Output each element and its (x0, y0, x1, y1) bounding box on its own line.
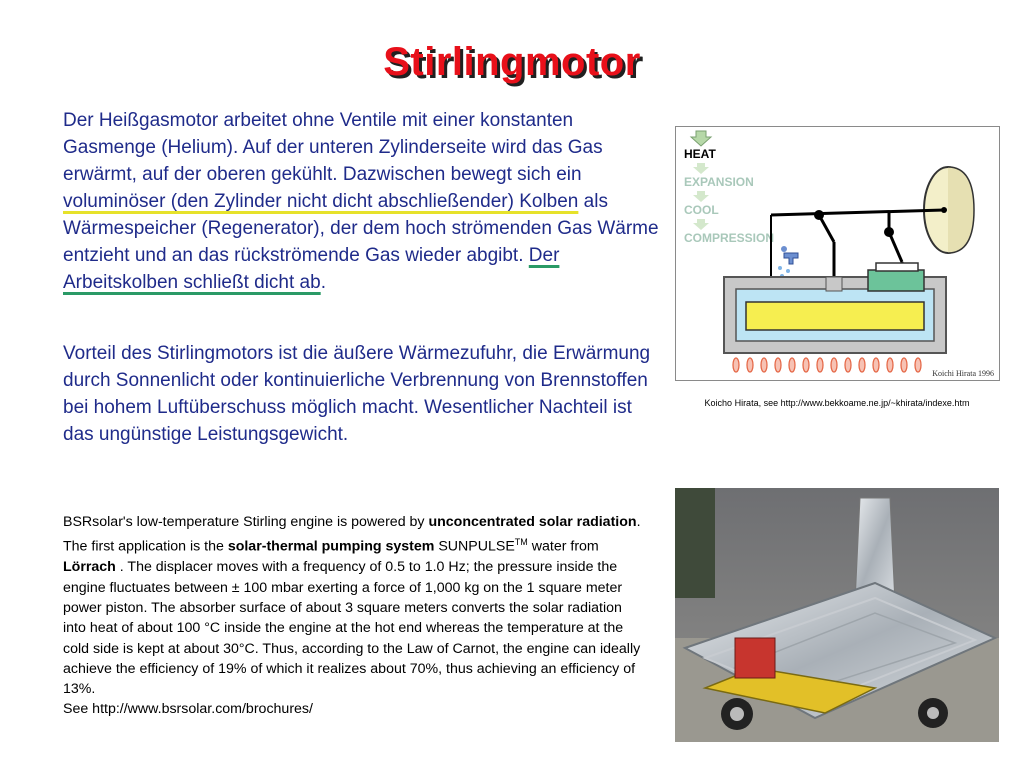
label-cool: COOL (684, 203, 719, 217)
flames-icon (733, 358, 921, 372)
heat-arrow-icon (691, 131, 711, 146)
arrow-icon-1 (693, 163, 709, 174)
stirling-diagram-drawing (676, 127, 999, 380)
sunpulse-photo-drawing (675, 488, 999, 742)
sunpulse-photo (675, 488, 999, 742)
page-title: Stirlingmotor (383, 40, 641, 84)
diagram-signature: Koichi Hirata 1996 (932, 369, 994, 378)
label-compression: COMPRESSION (684, 231, 775, 245)
highlight-displacer: voluminöser (den Zylinder nicht dicht abschließender) Kolben (63, 191, 579, 212)
cooling-water (868, 270, 924, 291)
paragraph-description: Der Heißgasmotor arbeitet ohne Ventile mit einer konstanten Gasmenge (Helium). Auf der unteren Zylinderseite wird das Gas erwärmt, auf der oberen gekühlt. Dazwischen bewegt sich ein voluminöser (den Zylinder nicht dicht abschließender) Kolben als Wärmespeicher (Regenerator), der dem hoch strömenden Gas Wärme entzieht und an das rückströmende Gas wieder abgibt. Der Arbeitskolben schließt dicht ab. (63, 110, 659, 293)
arrow-icon-3 (693, 219, 709, 230)
tap-icon (784, 253, 798, 264)
paragraph-advantages: Vorteil des Stirlingmotors ist die äußere Wärmezufuhr, die Erwärmung durch Sonnenlicht oder kontinuierliche Verbrennung von Brennstoffen bei hohem Luftüberschuss möglich macht. Wesentlicher Nachteil ist das ungünstige Leistungsgewicht. (63, 343, 651, 445)
label-expansion: EXPANSION (684, 175, 754, 189)
crank-rod (771, 210, 944, 215)
arrow-icon-2 (693, 191, 709, 202)
highlight-power-piston: Der Arbeitskolben schließt dicht ab (63, 245, 560, 293)
paragraph-bsrsolar: BSRsolar's low-temperature Stirling engine is powered by unconcentrated solar radiation. The first application is the solar-thermal pumping system SUNPULSE™ water from Lörrach . The displacer moves with a frequency of 0.5 to 1.0 Hz; the pressure inside the engine fluctuates between ± 100 mbar exerting a force of 1,000 kg on the 1 square meter power piston. The absorber surface of about 3 square meters converts the solar radiation into heat of about 100 °C inside the engine at the hot end whereas the temperature at the cold side is kept at about 30°C. Thus, according to the Law of Carnot, the engine can ideally achieve the efficiency of 19% of which it realizes about 70%, thus achieving an efficiency of 13%. See http://www.bsrsolar.com/brochures/ (63, 514, 641, 718)
stirling-diagram (675, 126, 1000, 381)
displacer (746, 302, 924, 330)
see-link-text: See http://www.bsrsolar.com/brochures/ (63, 701, 313, 718)
label-heat: HEAT (684, 147, 716, 161)
diagram-credit: Koicho Hirata, see http://www.bekkoame.ne.jp/~khirata/indexe.htm (704, 398, 970, 408)
